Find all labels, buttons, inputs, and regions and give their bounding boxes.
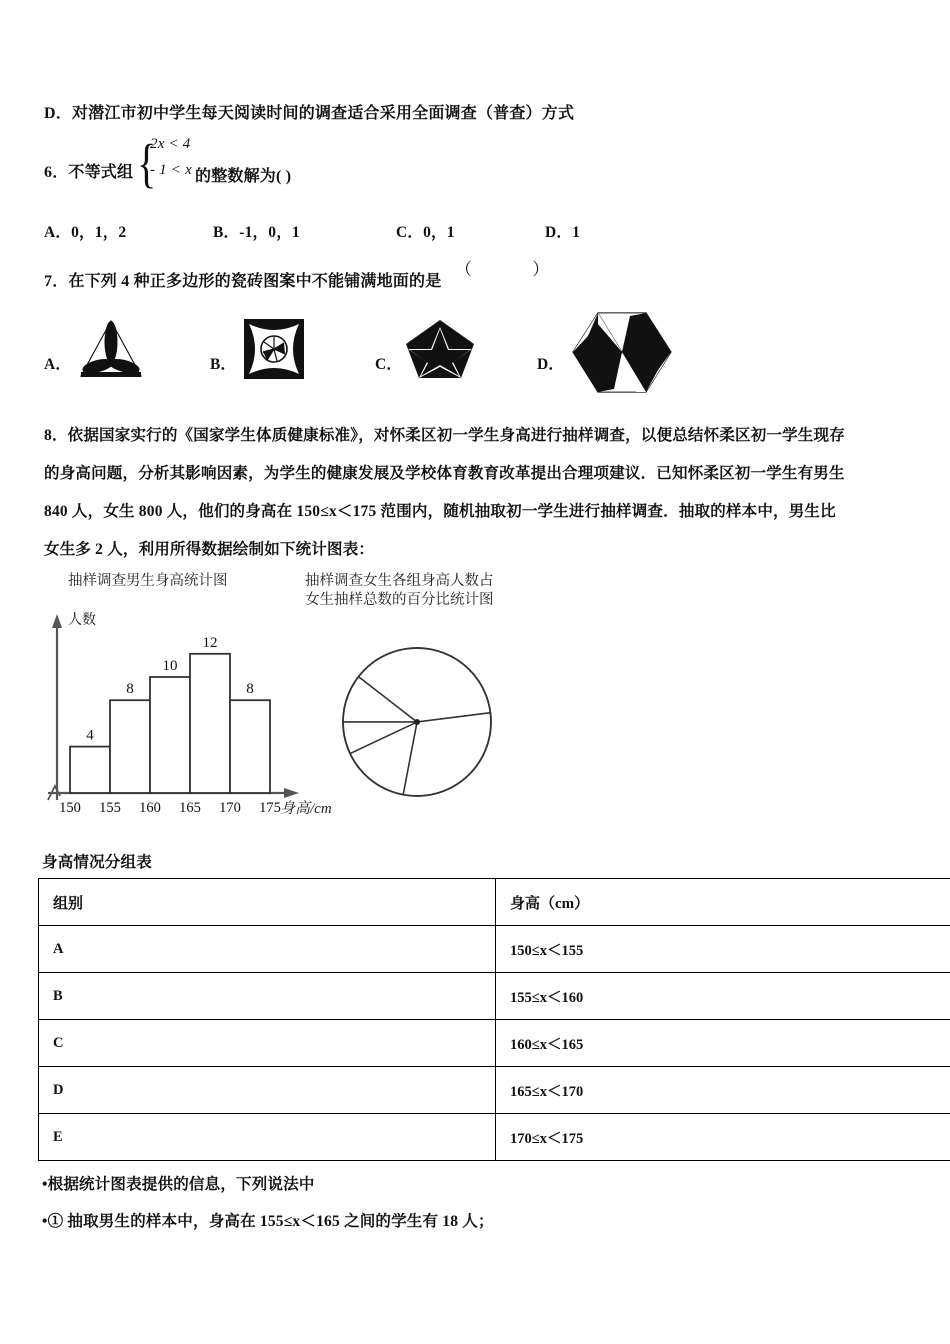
q6-stem-suffix: 的整数解为( ) xyxy=(195,168,292,185)
q7-option-b-label[interactable]: B． xyxy=(210,356,237,373)
bar xyxy=(110,700,150,793)
q7-option-a-label[interactable]: A． xyxy=(44,356,72,373)
bar xyxy=(150,677,190,793)
table-cell-range: 170≤x＜175 xyxy=(496,1114,950,1161)
bar xyxy=(230,700,270,793)
table-cell-range: 165≤x＜170 xyxy=(496,1067,950,1114)
table-row xyxy=(39,973,950,1020)
statement-intro: •根据统计图表提供的信息，下列说法中 xyxy=(42,1176,315,1193)
table-cell-group: D xyxy=(39,1067,496,1114)
bar-value-label: 4 xyxy=(86,727,94,744)
hexagon-pinwheel-tile xyxy=(570,310,674,400)
q6-option-c[interactable]: C．0，1 xyxy=(396,224,455,241)
q7-option-c-label[interactable]: C． xyxy=(375,356,403,373)
table-cell-group: C xyxy=(39,1020,496,1067)
statistics-figures xyxy=(0,600,950,835)
table-cell-range: 160≤x＜165 xyxy=(496,1020,950,1067)
q6-option-b[interactable]: B．-1，0，1 xyxy=(213,224,300,241)
q6-option-a[interactable]: A．0，1，2 xyxy=(44,224,127,241)
table-header-height: 身高（cm） xyxy=(496,879,950,926)
x-tick-label: 155 xyxy=(99,800,121,816)
pentagon-star-tile xyxy=(404,318,476,385)
q7-option-d-label[interactable]: D． xyxy=(537,356,565,373)
table-row xyxy=(39,1114,950,1161)
q6-stem-prefix: 6．不等式组 xyxy=(44,164,134,181)
statement-item-1: •① 抽取男生的样本中，身高在 155≤x＜165 之间的学生有 18 人； xyxy=(42,1213,494,1230)
bar-value-label: 8 xyxy=(126,681,134,698)
q6-inequality-line-2: - 1 < x xyxy=(150,162,192,178)
pie-chart-caption-line-1: 抽样调查女生各组身高人数占 xyxy=(305,573,494,589)
x-tick-label: 165 xyxy=(179,800,201,816)
table-title: 身高情况分组表 xyxy=(42,854,152,871)
table-header-group: 组别 xyxy=(39,879,496,926)
q8-line-1: 8．依据国家实行的《国家学生体质健康标准》，对怀柔区初一学生身高进行抽样调查，以便总结怀柔区初一学生现存 xyxy=(44,427,845,444)
q7-answer-parenthesis: （ ） xyxy=(455,260,578,279)
q8-line-4: 女生多 2 人，利用所得数据绘制如下统计图表： xyxy=(44,541,375,558)
table-row xyxy=(39,1020,950,1067)
pie-chart-caption-line-2: 女生抽样总数的百分比统计图 xyxy=(305,592,494,608)
bar xyxy=(190,654,230,793)
triangle-trefoil-tile xyxy=(78,318,144,385)
table-row xyxy=(39,1067,950,1114)
table-cell-group: B xyxy=(39,973,496,1020)
bar-value-label: 12 xyxy=(202,634,218,651)
q8-line-2: 的身高问题，分析其影响因素，为学生的健康发展及学校体育教育改革提出合理项建议．已知怀柔区初一学生有男生 xyxy=(44,465,845,482)
q7-stem: 7．在下列 4 种正多边形的瓷砖图案中不能铺满地面的是 xyxy=(44,273,442,290)
table-cell-range: 155≤x＜160 xyxy=(496,973,950,1020)
x-tick-label: 150 xyxy=(59,800,81,816)
bar-chart-tick-labels xyxy=(59,800,281,816)
table-cell-group: E xyxy=(39,1114,496,1161)
bar-value-label: 10 xyxy=(162,658,178,674)
table-cell-group: A xyxy=(39,926,496,973)
x-tick-label: 175 xyxy=(259,800,281,816)
bar-chart-caption: 抽样调查男生身高统计图 xyxy=(68,573,228,589)
q8-line-3: 840 人，女生 800 人，他们的身高在 150≤x＜175 范围内，随机抽取初一学生进行抽样调查．抽取的样本中，男生比 xyxy=(44,503,836,520)
table-header-row xyxy=(39,879,950,926)
bar-chart-bars xyxy=(70,654,270,793)
pie-chart xyxy=(343,648,491,796)
q5-option-d: D．对潜江市初中学生每天阅读时间的调查适合采用全面调查（普查）方式 xyxy=(44,105,575,122)
x-tick-label: 160 xyxy=(139,800,161,816)
bar-chart-x-axis-label: 身高/cm xyxy=(280,801,332,817)
q6-system-brace: { xyxy=(137,132,157,194)
x-tick-label: 170 xyxy=(219,800,241,816)
q6-option-d[interactable]: D．1 xyxy=(545,224,581,241)
bar xyxy=(70,747,110,793)
table-cell-range: 150≤x＜155 xyxy=(496,926,950,973)
square-pinwheel-tile xyxy=(243,318,305,385)
bar-chart-y-axis-label: 人数 xyxy=(68,611,96,627)
bar-value-label: 8 xyxy=(246,681,254,698)
q6-inequality-line-1: 2x < 4 xyxy=(150,136,191,152)
table-row xyxy=(39,926,950,973)
height-group-table xyxy=(38,878,950,1161)
